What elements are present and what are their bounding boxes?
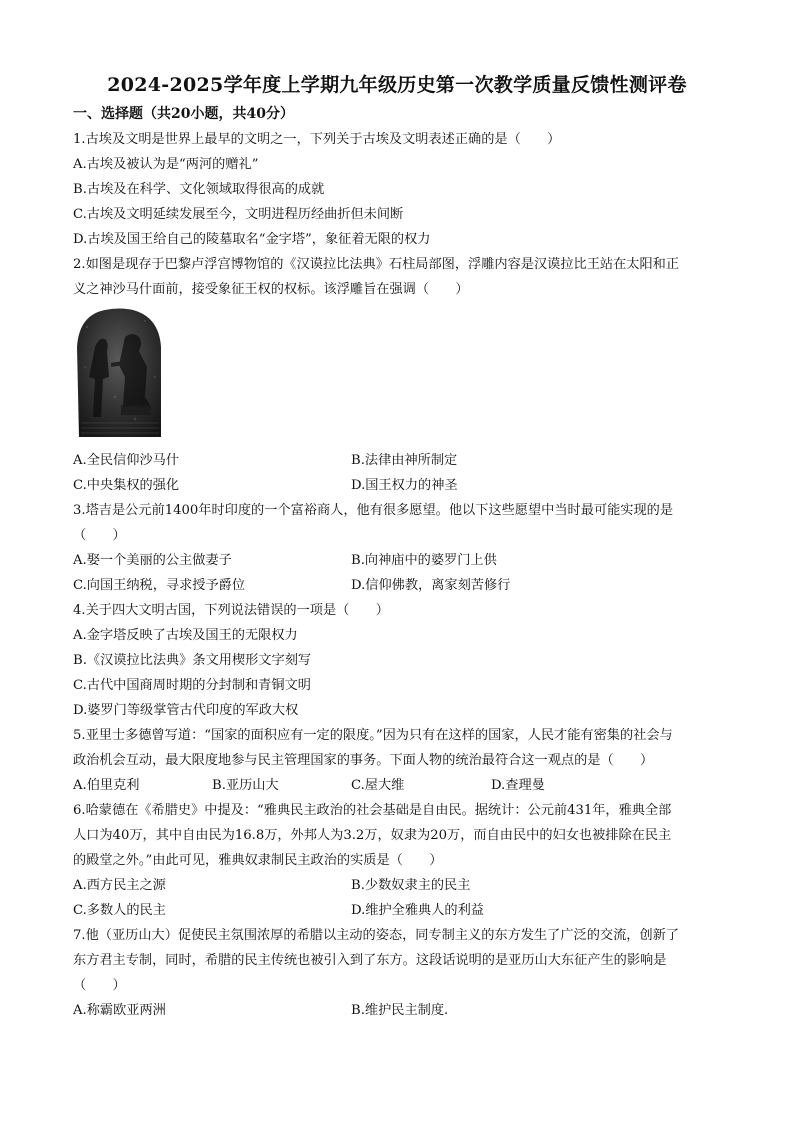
q5-stem-line1: 5.亚里士多德曾写道：“国家的面积应有一定的限度。”因为只有在这样的国家，人民才能有密集的社会与 xyxy=(73,728,673,743)
q6-option-c: C.多数人的民主 xyxy=(73,903,166,918)
q5-stem-line2: 政治机会互动，最大限度地参与民主管理国家的事务。下面人物的统治最符合这一观点的是（ ） xyxy=(73,753,654,768)
q5-option-d: D.查理曼 xyxy=(491,778,545,793)
q7-option-b: B.维护民主制度. xyxy=(351,1003,449,1018)
q6-option-a: A.西方民主之源 xyxy=(73,878,166,893)
page-title: 2024-2025学年度上学期九年级历史第一次教学质量反馈性测评卷 xyxy=(107,74,687,96)
q7-stem-line2: 东方君主专制，同时，希腊的民主传统也被引入到了东方。这段话说明的是亚历山大东征产生的影响是 xyxy=(73,953,667,968)
q2-option-a: A.全民信仰沙马什 xyxy=(73,453,180,468)
q5-option-c: C.屋大维 xyxy=(351,778,405,793)
q3-option-a: A.娶一个美丽的公主做妻子 xyxy=(73,553,232,568)
q2-option-c: C.中央集权的强化 xyxy=(73,478,180,493)
q4-option-d: D.婆罗门等级掌管古代印度的军政大权 xyxy=(73,703,299,718)
q1-option-b: B.古埃及在科学、文化领域取得很高的成就 xyxy=(73,182,325,197)
q2-option-b: B.法律由神所制定 xyxy=(351,453,458,468)
q4-stem: 4.关于四大文明古国，下列说法错误的一项是（ ） xyxy=(73,603,389,618)
q1-option-c: C.古埃及文明延续发展至今，文明进程历经曲折但未间断 xyxy=(73,207,404,222)
q5-option-a: A.伯里克利 xyxy=(73,778,140,793)
q3-option-c: C.向国王纳税，寻求授予爵位 xyxy=(73,578,246,593)
q4-option-a: A.金字塔反映了古埃及国王的无限权力 xyxy=(73,628,298,643)
q7-option-a: A.称霸欧亚两洲 xyxy=(73,1003,166,1018)
q1-option-d: D.古埃及国王给自己的陵墓取名“金字塔”，象征着无限的权力 xyxy=(73,232,431,247)
q5-option-b: B.亚历山大 xyxy=(212,778,279,793)
hammurabi-stele-image xyxy=(75,307,163,437)
q2-stem-line1: 2.如图是现存于巴黎卢浮宫博物馆的《汉谟拉比法典》石柱局部图，浮雕内容是汉谟拉比王站在太阳和正 xyxy=(73,257,680,272)
q6-option-b: B.少数奴隶主的民主 xyxy=(351,878,471,893)
q6-option-d: D.维护全雅典人的利益 xyxy=(351,903,484,918)
q6-stem-line1: 6.哈蒙德在《希腊史》中提及：“雅典民主政治的社会基础是自由民。据统计：公元前431年，雅典全部 xyxy=(73,803,672,818)
q3-stem-line2: （ ） xyxy=(73,528,126,543)
q3-stem-line1: 3.塔吉是公元前1400年时印度的一个富裕商人，他有很多愿望。他以下这些愿望中当时最可能实现的是 xyxy=(73,503,674,518)
section-heading: 一、选择题（共20小题，共40分） xyxy=(73,106,294,122)
q2-option-d: D.国王权力的神圣 xyxy=(351,478,458,493)
q6-stem-line2: 人口为40万，其中自由民为16.8万，外邦人为3.2万，奴隶为20万，而自由民中的妇女也被排除在民主 xyxy=(73,828,672,843)
q3-option-b: B.向神庙中的婆罗门上供 xyxy=(351,553,497,568)
q6-stem-line3: 的殿堂之外。”由此可见，雅典奴隶制民主政治的实质是（ ） xyxy=(73,853,443,868)
q7-stem-line1: 7.他（亚历山大）促使民主氛围浓厚的希腊以主动的姿态，同专制主义的东方发生了广泛的交流，创新了 xyxy=(73,928,680,943)
q4-option-b: B.《汉谟拉比法典》条文用楔形文字刻写 xyxy=(73,653,312,668)
q7-stem-line3: （ ） xyxy=(73,978,126,993)
q4-option-c: C.古代中国商周时期的分封制和青铜文明 xyxy=(73,678,311,693)
q1-option-a: A.古埃及被认为是“两河的赠礼” xyxy=(73,157,259,172)
q1-stem: 1.古埃及文明是世界上最早的文明之一，下列关于古埃及文明表述正确的是（ ） xyxy=(73,132,561,147)
q3-option-d: D.信仰佛教，离家刻苦修行 xyxy=(351,578,511,593)
q2-stem-line2: 义之神沙马什面前，接受象征王权的权标。该浮雕旨在强调（ ） xyxy=(73,282,469,297)
